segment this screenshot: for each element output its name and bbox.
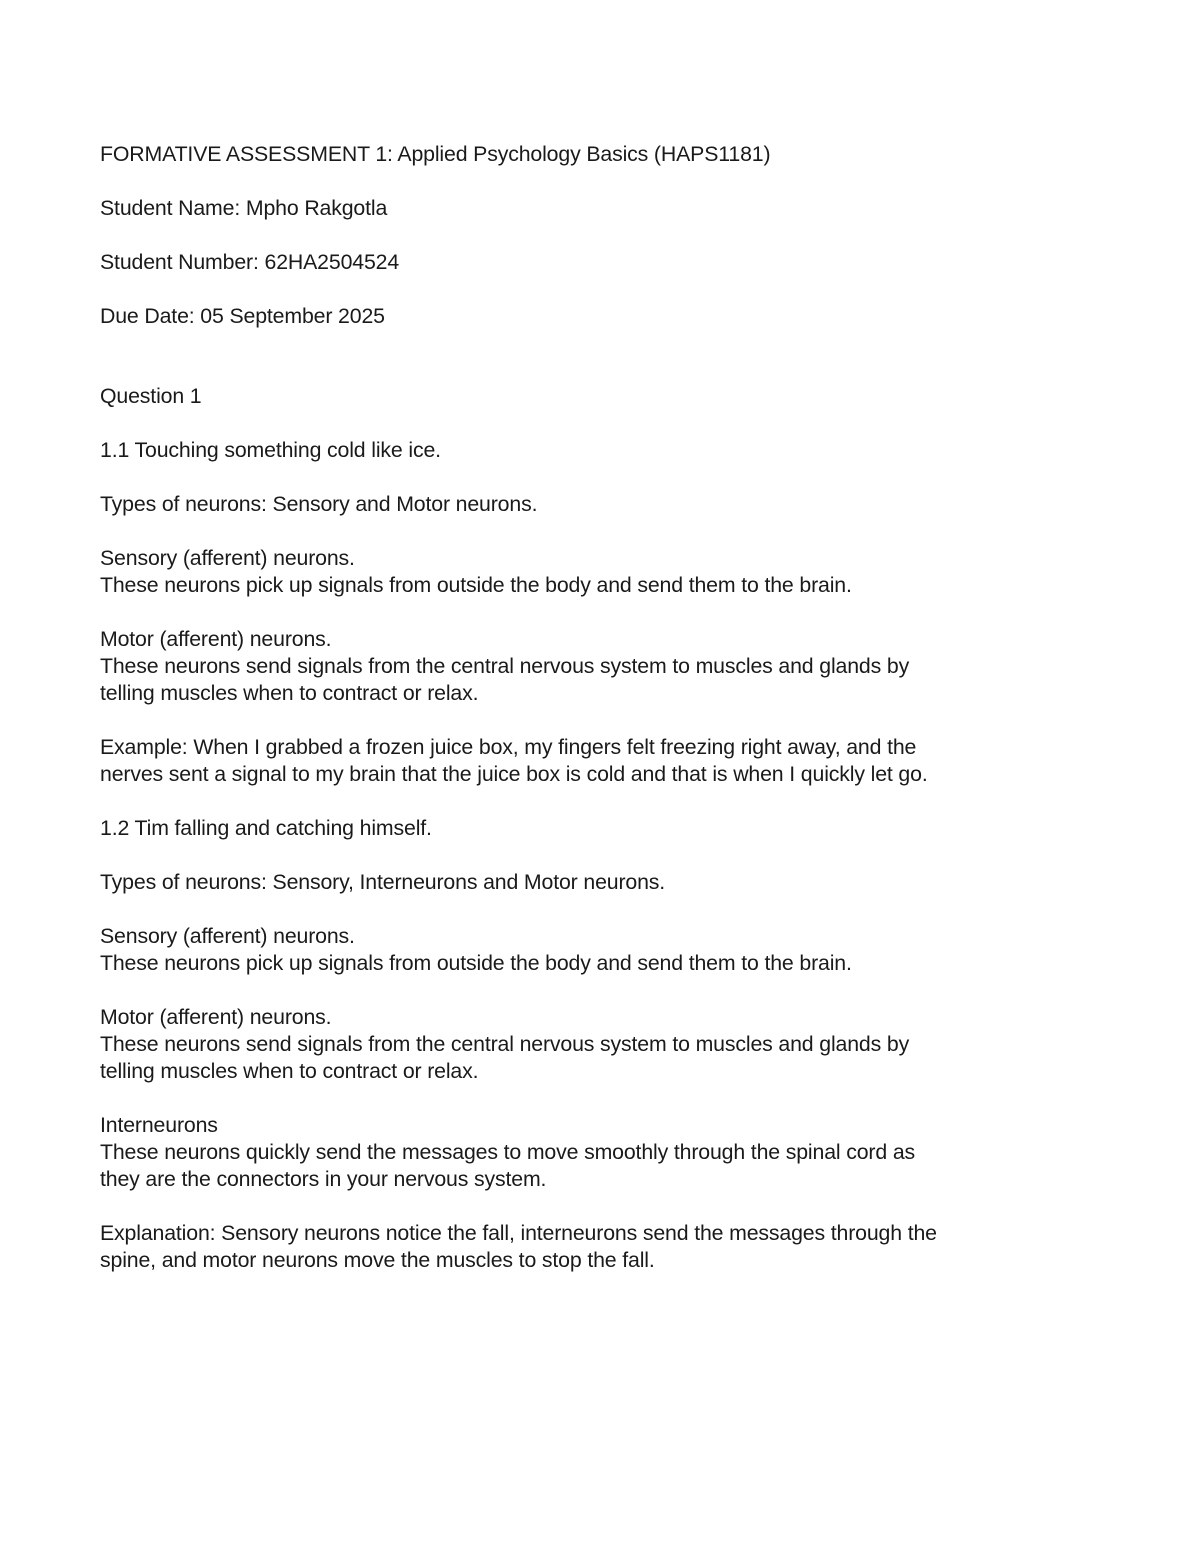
student-number: Student Number: 62HA2504524 [100,250,400,274]
motor-heading: Motor (afferent) neurons. [100,627,332,651]
question-1-2-motor-block [100,1004,960,1085]
student-name: Student Name: Mpho Rakgotla [100,196,388,220]
question-1-heading: Question 1 [100,384,202,408]
motor-heading: Motor (afferent) neurons. [100,1005,332,1029]
sensory-heading: Sensory (afferent) neurons. [100,924,355,948]
question-1-1-heading: 1.1 Touching something cold like ice. [100,438,441,462]
question-1-2-explanation: Explanation: Sensory neurons notice the fall, interneurons send the messages through the spine, and motor neurons move the muscles to stop the fall. [100,1221,937,1272]
question-1-1-sensory-block [100,545,960,599]
motor-text: These neurons send signals from the central nervous system to muscles and glands by telling muscles when to contract or relax. [100,654,910,705]
motor-text: These neurons send signals from the central nervous system to muscles and glands by telling muscles when to contract or relax. [100,1032,910,1083]
sensory-text: These neurons pick up signals from outside the body and send them to the brain. [100,573,852,597]
question-1-2-interneurons-block [100,1112,960,1193]
document-title: FORMATIVE ASSESSMENT 1: Applied Psychology Basics (HAPS1181) [100,142,771,166]
sensory-heading: Sensory (afferent) neurons. [100,546,355,570]
question-1-1-types: Types of neurons: Sensory and Motor neurons. [100,492,538,516]
question-1-2-heading: 1.2 Tim falling and catching himself. [100,816,432,840]
question-1-2-types: Types of neurons: Sensory, Interneurons and Motor neurons. [100,870,666,894]
interneurons-text: These neurons quickly send the messages to move smoothly through the spinal cord as they are the connectors in your nervous system. [100,1140,916,1191]
question-1-2-sensory-block [100,923,960,977]
due-date: Due Date: 05 September 2025 [100,304,385,328]
document-body [100,141,960,1274]
sensory-text: These neurons pick up signals from outside the body and send them to the brain. [100,951,852,975]
question-1-1-example: Example: When I grabbed a frozen juice box, my fingers felt freezing right away, and the nerves sent a signal to my brain that the juice box is cold and that is when I quickly let go. [100,735,928,786]
interneurons-heading: Interneurons [100,1113,218,1137]
question-1-1-motor-block [100,626,960,707]
